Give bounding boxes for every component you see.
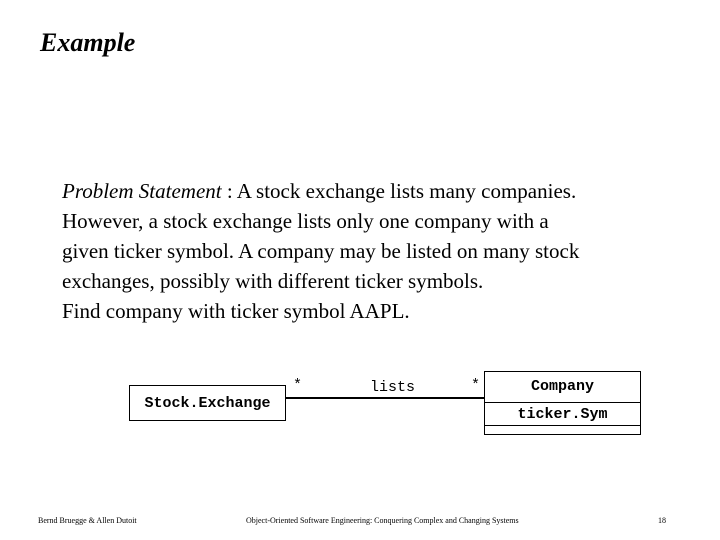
problem-line-3: given ticker symbol. A company may be listed on many stock	[62, 239, 580, 263]
company-name-divider	[485, 402, 640, 403]
problem-statement-label: Problem Statement	[62, 179, 222, 203]
stock-exchange-class-name: Stock.Exchange	[144, 395, 271, 412]
footer-page-number: 18	[658, 516, 666, 525]
company-class-box	[484, 371, 641, 435]
problem-line-5: Find company with ticker symbol AAPL.	[62, 299, 410, 323]
company-attribute-ticker: ticker.Sym	[517, 406, 608, 423]
association-line	[286, 397, 484, 399]
problem-line-4: exchanges, possibly with different ticker symbols.	[62, 269, 484, 293]
company-attribute-divider	[485, 425, 640, 426]
slide-title: Example	[40, 28, 136, 57]
problem-line-2: However, a stock exchange lists only one company with a	[62, 209, 549, 233]
company-class-name: Company	[530, 378, 594, 395]
problem-line-1-text: : A stock exchange lists many companies.	[221, 179, 577, 203]
association-name: lists	[370, 379, 416, 396]
problem-line-1	[62, 176, 682, 206]
problem-statement	[62, 176, 682, 326]
footer-authors: Bernd Bruegge & Allen Dutoit	[38, 516, 137, 525]
multiplicity-right: *	[471, 377, 481, 394]
stock-exchange-class-box	[129, 385, 286, 421]
multiplicity-left: *	[293, 377, 303, 394]
footer-book-title: Object-Oriented Software Engineering: Conquering Complex and Changing Systems	[246, 516, 519, 525]
